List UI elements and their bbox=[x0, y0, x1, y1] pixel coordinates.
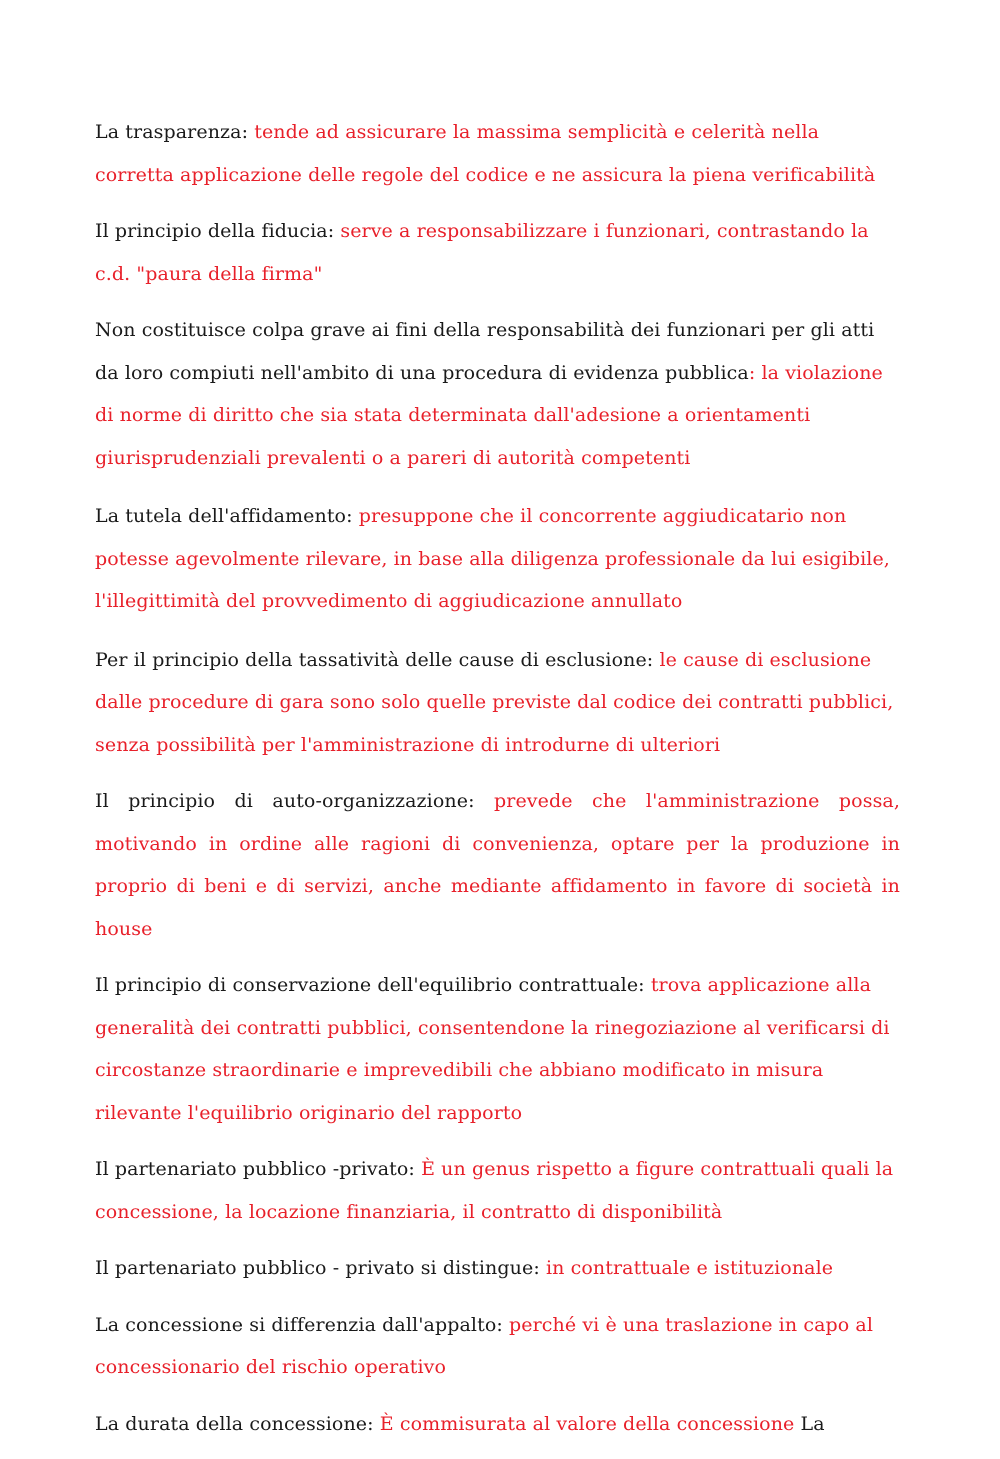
answer-text: trova applicazione alla generalità dei contratti pubblici, consentendone la rinegoziazione al verificarsi di circostanze straordinarie e imprevedibili che abbiano modificato in misura rilevante l'equilibrio originario del rapporto bbox=[95, 974, 890, 1124]
answer-text: le cause di esclusione dalle procedure di gara sono solo quelle previste dal codice dei contratti pubblici, senza possibilità per l'amministrazione di introdurne di ulteriori bbox=[95, 648, 894, 756]
paragraph-auto-organizzazione bbox=[95, 780, 900, 950]
question-text: Il partenariato pubblico - privato si distingue: bbox=[95, 1257, 546, 1279]
answer-text: tende ad assicurare la massima semplicità e celerità nella corretta applicazione delle regole del codice e ne assicura la piena verificabilità bbox=[95, 121, 876, 186]
paragraph-concessione-appalto bbox=[95, 1304, 900, 1389]
answer-text: prevede che l'amministrazione possa, motivando in ordine alle ragioni di convenienza, optare per la produzione in proprio di beni e di servizi, anche mediante affidamento in favore di società in house bbox=[95, 790, 900, 940]
trailing-text: La bbox=[794, 1412, 825, 1435]
document-body bbox=[95, 111, 900, 1459]
answer-text: presuppone che il concorrente aggiudicatario non potesse agevolmente rilevare, in base alla diligenza professionale da lui esigibile, l'illegittimità del provvedimento di aggiudicazione annullato bbox=[95, 505, 890, 612]
paragraph-partenariato bbox=[95, 1148, 900, 1233]
question-text: La trasparenza: bbox=[95, 121, 255, 143]
answer-text: perché vi è una traslazione in capo al concessionario del rischio operativo bbox=[95, 1313, 874, 1378]
question-text: La tutela dell'affidamento: bbox=[95, 505, 359, 527]
question-text: Non costituisce colpa grave ai fini della responsabilità dei funzionari per gli atti da loro compiuti nell'ambito di una procedura di evidenza pubblica bbox=[95, 319, 875, 384]
paragraph-partenariato-distinzione bbox=[95, 1247, 900, 1290]
answer-text: in contrattuale e istituzionale bbox=[545, 1257, 834, 1279]
answer-text: serve a responsabilizzare i funzionari, contrastando la c.d. "paura della firma" bbox=[95, 220, 869, 285]
paragraph-trasparenza bbox=[95, 111, 900, 196]
answer-text: È un genus rispetto a figure contrattuali quali la concessione, la locazione finanziaria, il contratto di disponibilità bbox=[95, 1158, 894, 1223]
paragraph-durata-concessione bbox=[95, 1403, 900, 1446]
paragraph-affidamento bbox=[95, 495, 900, 623]
question-text: Il principio della fiducia: bbox=[95, 220, 341, 242]
question-text: Per il principio della tassatività delle cause di esclusione: bbox=[95, 648, 660, 671]
paragraph-colpa-grave bbox=[95, 309, 900, 479]
paragraph-fiducia bbox=[95, 210, 900, 295]
question-text: La concessione si differenzia dall'appalto: bbox=[95, 1313, 509, 1336]
question-text: Il principio di auto-organizzazione: bbox=[95, 790, 495, 812]
answer-text: È commisurata al valore della concessione bbox=[379, 1412, 795, 1435]
answer-text: : la violazione di norme di diritto che sia stata determinata dall'adesione a orientamenti giurisprudenziali prevalenti o a pareri di autorità competenti bbox=[95, 361, 883, 469]
question-text: La durata della concessione: bbox=[95, 1412, 380, 1435]
paragraph-tassativita bbox=[95, 639, 900, 767]
question-text: Il principio di conservazione dell'equilibrio contrattuale: bbox=[95, 974, 651, 996]
paragraph-equilibrio bbox=[95, 964, 900, 1134]
question-text: Il partenariato pubblico -privato: bbox=[95, 1158, 422, 1180]
